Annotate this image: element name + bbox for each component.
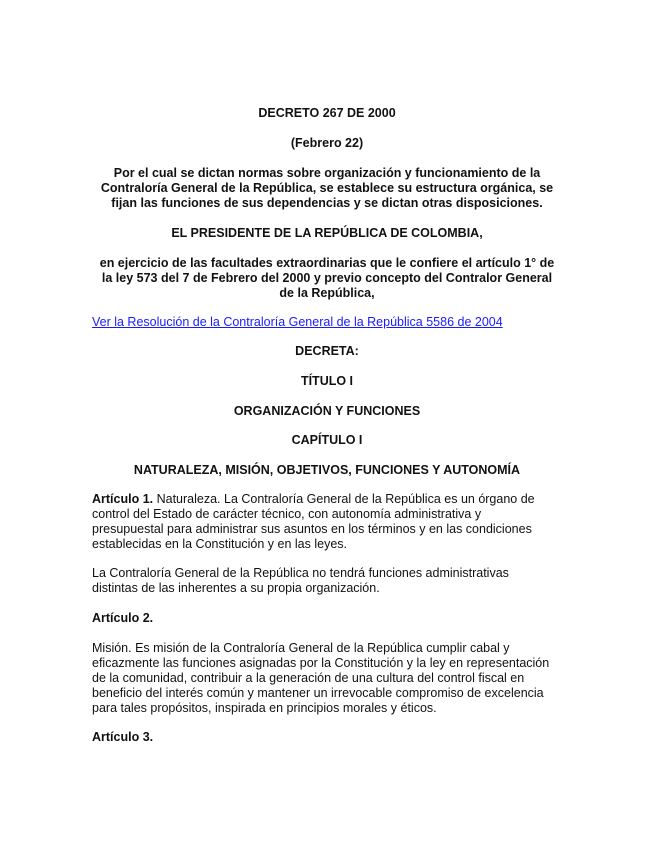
summary-line: Por el cual se dictan normas sobre organización y funcionamiento de la	[113, 166, 541, 180]
resolution-link[interactable]: Ver la Resolución de la Contraloría General de la República 5586 de 2004	[92, 315, 503, 329]
article-text-line: de la comunidad, contribuir a la generación de una cultura del control fiscal en	[92, 671, 525, 685]
authority-line: la ley 573 del 7 de Febrero del 2000 y previo concepto del Contralor General	[101, 271, 553, 285]
summary-line: Contraloría General de la República, se establece su estructura orgánica, se	[100, 181, 554, 195]
document-date: (Febrero 22)	[290, 136, 364, 150]
titulo-name: ORGANIZACIÓN Y FUNCIONES	[233, 404, 421, 418]
article-text-line: Naturaleza. La Contraloría General de la República es un órgano de	[153, 492, 535, 506]
summary-line: fijan las funciones de sus dependencias y se dictan otras disposiciones.	[111, 196, 543, 210]
article-text-line: distintas de las inherentes a su propia organización.	[92, 581, 380, 595]
article-text-line: presupuestal para administrar sus asuntos en los términos y en las condiciones	[92, 522, 532, 536]
article-3-label: Artículo 3.	[92, 730, 154, 744]
article-text-line: beneficio del interés común y mantener un irrevocable compromiso de excelencia	[92, 686, 544, 700]
article-text-line: establecidas en la Constitución y en las leyes.	[92, 537, 348, 551]
authority-line: de la República,	[279, 286, 375, 300]
authority-text	[92, 256, 562, 301]
authority-line: en ejercicio de las facultades extraordinarias que le confiere el artículo 1° de	[99, 256, 555, 270]
capitulo-heading: CAPÍTULO I	[291, 433, 363, 447]
article-label: Artículo 1.	[92, 492, 154, 506]
article-text-line: para tales propósitos, inspirada en principios morales y éticos.	[92, 701, 437, 715]
link-row	[92, 315, 562, 330]
article-2	[92, 641, 562, 716]
capitulo-name: NATURALEZA, MISIÓN, OBJETIVOS, FUNCIONES Y AUTONOMÍA	[133, 463, 521, 477]
article-text-line: La Contraloría General de la República no tendrá funciones administrativas	[92, 566, 509, 580]
article-1-extra	[92, 566, 562, 596]
titulo-heading: TÍTULO I	[300, 374, 354, 388]
article-1	[92, 492, 562, 552]
document-summary	[92, 166, 562, 211]
article-2-label: Artículo 2.	[92, 611, 154, 625]
article-text-line: Misión. Es misión de la Contraloría General de la República cumplir cabal y	[92, 641, 510, 655]
president-heading: EL PRESIDENTE DE LA REPÚBLICA DE COLOMBIA,	[171, 226, 483, 240]
document-title: DECRETO 267 DE 2000	[258, 106, 396, 120]
article-text-line: control del Estado de carácter técnico, con autonomía administrativa y	[92, 507, 482, 521]
decreta-heading: DECRETA:	[295, 344, 359, 358]
article-text-line: eficazmente las funciones asignadas por la Constitución y la ley en representación	[92, 656, 550, 670]
